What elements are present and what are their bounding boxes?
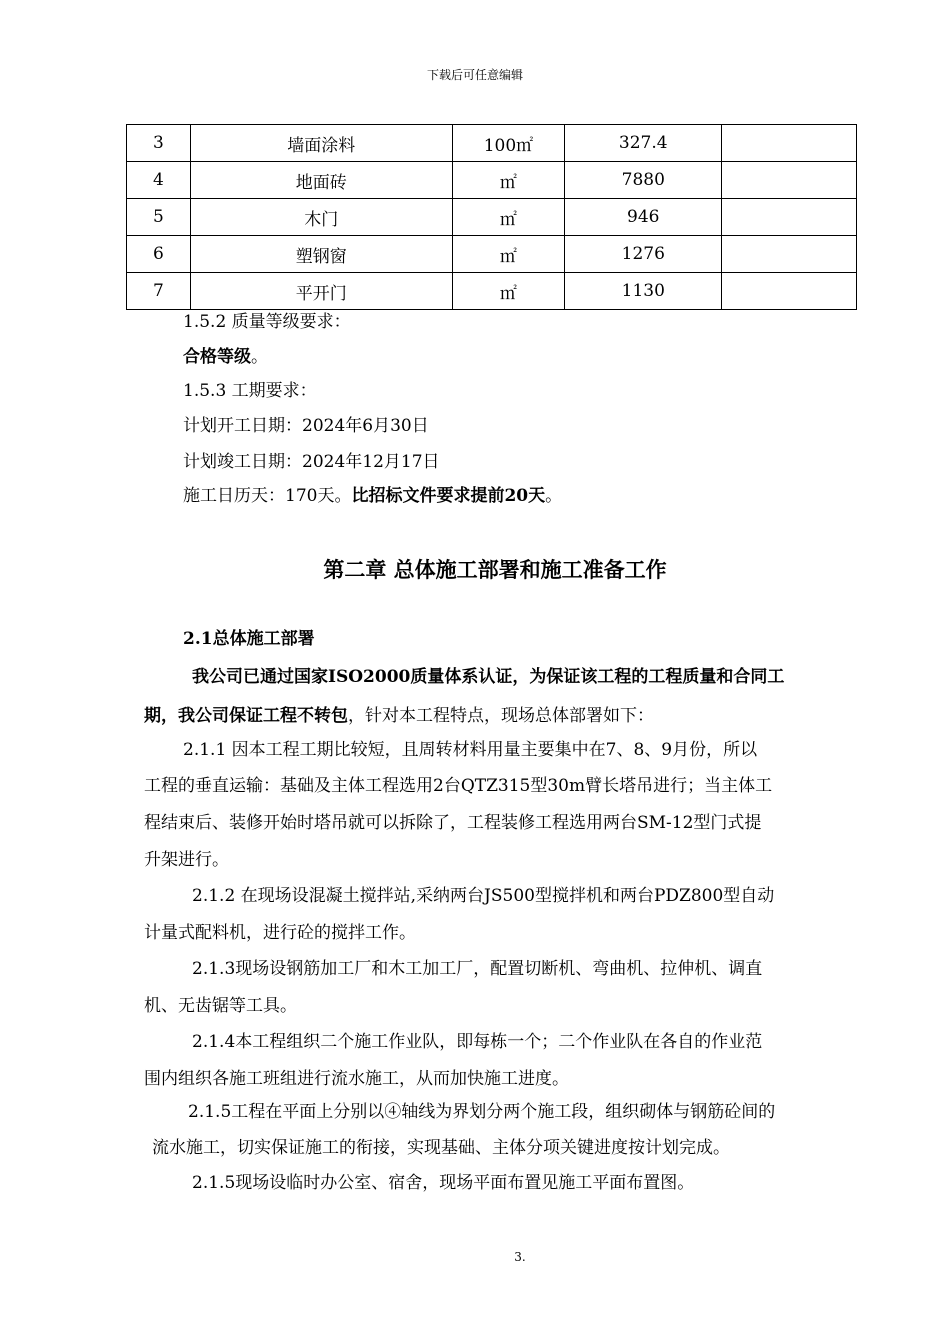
- duration-advance: 比招标文件要求提前20天: [351, 486, 546, 506]
- paragraph-2-1-5-line: 流水施工，切实保证施工的衔接，实现基础、主体分项关键进度按计划完成。: [152, 1138, 730, 1158]
- item-name: 木门: [190, 199, 452, 236]
- chapter-title: 第二章 总体施工部署和施工准备工作: [323, 557, 667, 582]
- quality-value: 合格等级: [183, 347, 251, 367]
- paragraph-2-1-4-line: 2.1.4本工程组织二个施工作业队，即每栋一个；二个作业队在各自的作业范: [192, 1032, 763, 1052]
- item-name: 地面砖: [190, 162, 452, 199]
- paragraph-2-1-1-line: 升架进行。: [144, 850, 229, 870]
- paragraph-2-1-2-line: 计量式配料机，进行砼的搅拌工作。: [144, 923, 416, 943]
- duration-plain: 施工日历天：170天。: [183, 486, 352, 506]
- item-unit: ㎡: [452, 236, 565, 273]
- intro-commitment: 期，我公司保证工程不转包: [144, 706, 348, 726]
- quality-period: 。: [251, 347, 268, 367]
- item-quantity: 1130: [565, 273, 722, 310]
- duration-end: 。: [545, 486, 563, 506]
- item-unit: ㎡: [452, 199, 565, 236]
- paragraph-2-1-1-line: 2.1.1 因本工程工期比较短，且周转材料用量主要集中在7、8、9月份，所以: [183, 740, 758, 760]
- item-quantity: 7880: [565, 162, 722, 199]
- item-note: [722, 236, 857, 273]
- page-header: 下载后可任意编辑: [426, 68, 523, 82]
- item-name: 塑钢窗: [190, 236, 452, 273]
- item-note: [722, 125, 857, 162]
- row-number: 4: [127, 162, 191, 199]
- item-quantity: 327.4: [565, 125, 722, 162]
- table-row: [127, 273, 857, 310]
- page-number: 3.: [514, 1250, 526, 1264]
- item-unit: ㎡: [452, 273, 565, 310]
- item-note: [722, 199, 857, 236]
- quality-requirement: [183, 346, 268, 368]
- paragraph-2-1-1-line: 工程的垂直运输：基础及主体工程选用2台QTZ315型30m臂长塔吊进行；当主体工: [144, 776, 773, 796]
- item-unit: 100㎡: [452, 125, 565, 162]
- intro-line-2: [144, 705, 654, 727]
- start-date: 计划开工日期：2024年6月30日: [183, 416, 429, 436]
- item-unit: ㎡: [452, 162, 565, 199]
- row-number: 5: [127, 199, 191, 236]
- paragraph-2-1-3-line: 2.1.3现场设钢筋加工厂和木工加工厂，配置切断机、弯曲机、拉伸机、调直: [192, 959, 763, 979]
- row-number: 3: [127, 125, 191, 162]
- paragraph-2-1-4-line: 围内组织各施工班组进行流水施工，从而加快施工进度。: [144, 1069, 569, 1089]
- table-row: [127, 236, 857, 273]
- section-heading: 2.1总体施工部署: [183, 629, 315, 649]
- intro-rest: ，针对本工程特点，现场总体部署如下：: [348, 706, 654, 726]
- row-number: 6: [127, 236, 191, 273]
- table-row: [127, 199, 857, 236]
- schedule-heading: 1.5.3 工期要求：: [183, 381, 317, 401]
- paragraph-2-1-5-line: 2.1.5工程在平面上分别以④轴线为界划分两个施工段，组织砌体与钢筋砼间的: [188, 1102, 776, 1122]
- item-note: [722, 273, 857, 310]
- table-row: [127, 125, 857, 162]
- end-date: 计划竣工日期：2024年12月17日: [183, 452, 440, 472]
- intro-line-1: 我公司已通过国家ISO2000质量体系认证，为保证该工程的工程质量和合同工: [192, 667, 785, 687]
- paragraph-2-1-2-line: 2.1.2 在现场设混凝土搅拌站,采纳两台JS500型搅拌机和两台PDZ800型自动: [192, 886, 775, 906]
- table-row: [127, 162, 857, 199]
- item-name: 平开门: [190, 273, 452, 310]
- quality-heading: 1.5.2 质量等级要求：: [183, 312, 351, 332]
- duration: [183, 485, 562, 507]
- row-number: 7: [127, 273, 191, 310]
- paragraph-2-1-1-line: 程结束后、装修开始时塔吊就可以拆除了，工程装修工程选用两台SM-12型门式提: [144, 813, 762, 833]
- paragraph-2-1-5b-line: 2.1.5现场设临时办公室、宿舍，现场平面布置见施工平面布置图。: [192, 1173, 695, 1193]
- quantity-table: [126, 124, 857, 310]
- item-name: 墙面涂料: [190, 125, 452, 162]
- paragraph-2-1-3-line: 机、无齿锯等工具。: [144, 996, 297, 1016]
- item-quantity: 1276: [565, 236, 722, 273]
- item-note: [722, 162, 857, 199]
- item-quantity: 946: [565, 199, 722, 236]
